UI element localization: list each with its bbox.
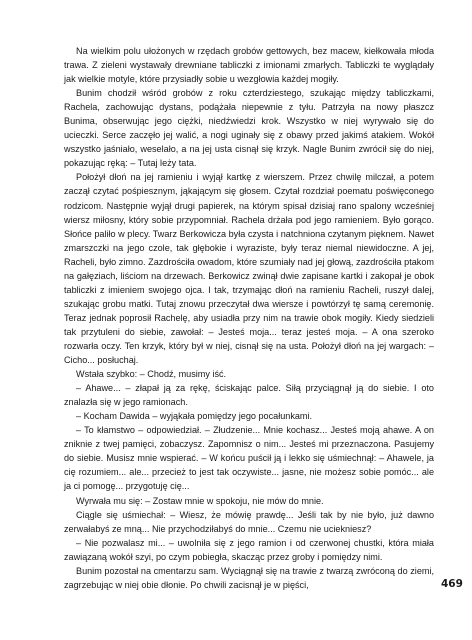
paragraph-7: – To kłamstwo – odpowiedział. – Złudzenie... Mnie kochasz... Jesteś moją ahawe. A on zniknie z twej pamięci, zobaczysz. Zapomnisz o nim... Jesteś mi przeznaczona. Pasujemy do siebie. Musisz mnie wspierać. – W końcu puścił ją i lekko się uśmiechnął: – Ahawele, ja cię rozumiem... ale... przecież to jest tak oczywiste... jasne, nie możesz sobie pomóc... ale ja ci pomogę... przygotuję cię... <box>64 425 434 492</box>
paragraph-2: Bunim chodził wśród grobów z roku czterdziestego, szukając między tabliczkami, Rachela, zachowując dystans, podążała niepewnie z tyłu. Patrzyła na nowy płaszcz Bunima, obserwując jego ciężki, niedźwiedzi krok. Wszystko w niej wyrywało się do ucieczki. Serce zaczęło jej walić, a nogi uginały się z obawy przed jakimś atakiem. Wokół wszystko jaśniało, weselało, a na jej usta cisnął się krzyk. Nagle Bunim zwrócił się do niej, pokazując ręką: – Tutaj leży tata. <box>64 88 434 169</box>
paragraph-8: Wyrwała mu się: – Zostaw mnie w spokoju, nie mów do mnie. <box>76 495 324 506</box>
body-text <box>64 44 434 592</box>
paragraph-3: Położył dłoń na jej ramieniu i wyjął kartkę z wierszem. Przez chwilę milczał, a potem zaczął czytać pośpiesznym, jąkającym się głosem. Czytał rozdział poematu poświęconego rodzicom. Następnie wyjął drugi papierek, na którym spisał dzisiaj rano spalony wcześniej wiersz miłosny, który sobie przypomniał. Rachela drżała pod jego ramieniem. Było gorąco. Słońce paliło w plecy. Twarz Berkowicza była czysta i natchniona czytanym pięknem. Nawet zmarszczki na jego czole, tak głębokie i wyraziste, były teraz niemal niewidoczne. A jej, Racheli, było zimno. Zazdrościła owadom, które szumiały nad jej głową, zazdrościła ptakom na gałęziach, liściom na drzewach. Berkowicz zwinął dwie zapisane kartki i zakopał je obok tabliczki z imieniem swojego ojca. I tak, trzymając dłoń na ramieniu Racheli, ruszył dalej, szukając grobu matki. Tutaj znowu przeczytał dwa wiersze i powtórzył tę samą ceremonię. Teraz jednak poprosił Rachelę, aby usiadła przy nim na trawie obok mogiły. Kiedy siedzieli tak przytuleni do siebie, zawołał: – Jesteś moja... teraz jesteś moja. – A ona szeroko rozwarła oczy. Ten krzyk, który był w niej, cisnął się na usta. Położył dłoń na jej wargach: – Cicho... posłuchaj. <box>64 172 434 366</box>
paragraph-4: Wstała szybko: – Chodź, musimy iść. <box>76 369 227 380</box>
paragraph-11: Bunim pozostał na cmentarzu sam. Wyciągnął się na trawie z twarzą zwróconą do ziemi, zagrzebując w niej obie dłonie. Po chwili zacisnął je w pięści, <box>64 565 434 590</box>
paragraph-9: Ciągle się uśmiechał: – Wiesz, że mówię prawdę... Jeśli tak by nie było, już dawno zerwałabyś ze mną... Nie przychodziłabyś do mnie... Czemu nie uciekniesz? <box>64 509 434 534</box>
paragraph-6: – Kocham Dawida – wyjąkała pomiędzy jego pocałunkami. <box>76 411 313 422</box>
paragraph-1: Na wielkim polu ułożonych w rzędach grobów gettowych, bez macew, kiełkowała młoda trawa. Z zieleni wystawały drewniane tabliczki z imionami zmarłych. Tabliczki te wyglądały jak wielkie motyle, które przysiadły sobie u wezgłowia każdej mogiły. <box>64 46 434 85</box>
paragraph-10: – Nie pozwalasz mi... – uwolniła się z jego ramion i od czerwonej chustki, która miała zawiązaną wokół szyi, po czym pobiegła, skacząc przez groby i pomiędzy nimi. <box>64 537 434 562</box>
page-number: 469 <box>441 578 463 590</box>
paragraph-5: – Ahawe... – złapał ją za rękę, ściskając palce. Siłą przyciągnął ją do siebie. I oto znalazła się w jego ramionach. <box>64 383 434 408</box>
